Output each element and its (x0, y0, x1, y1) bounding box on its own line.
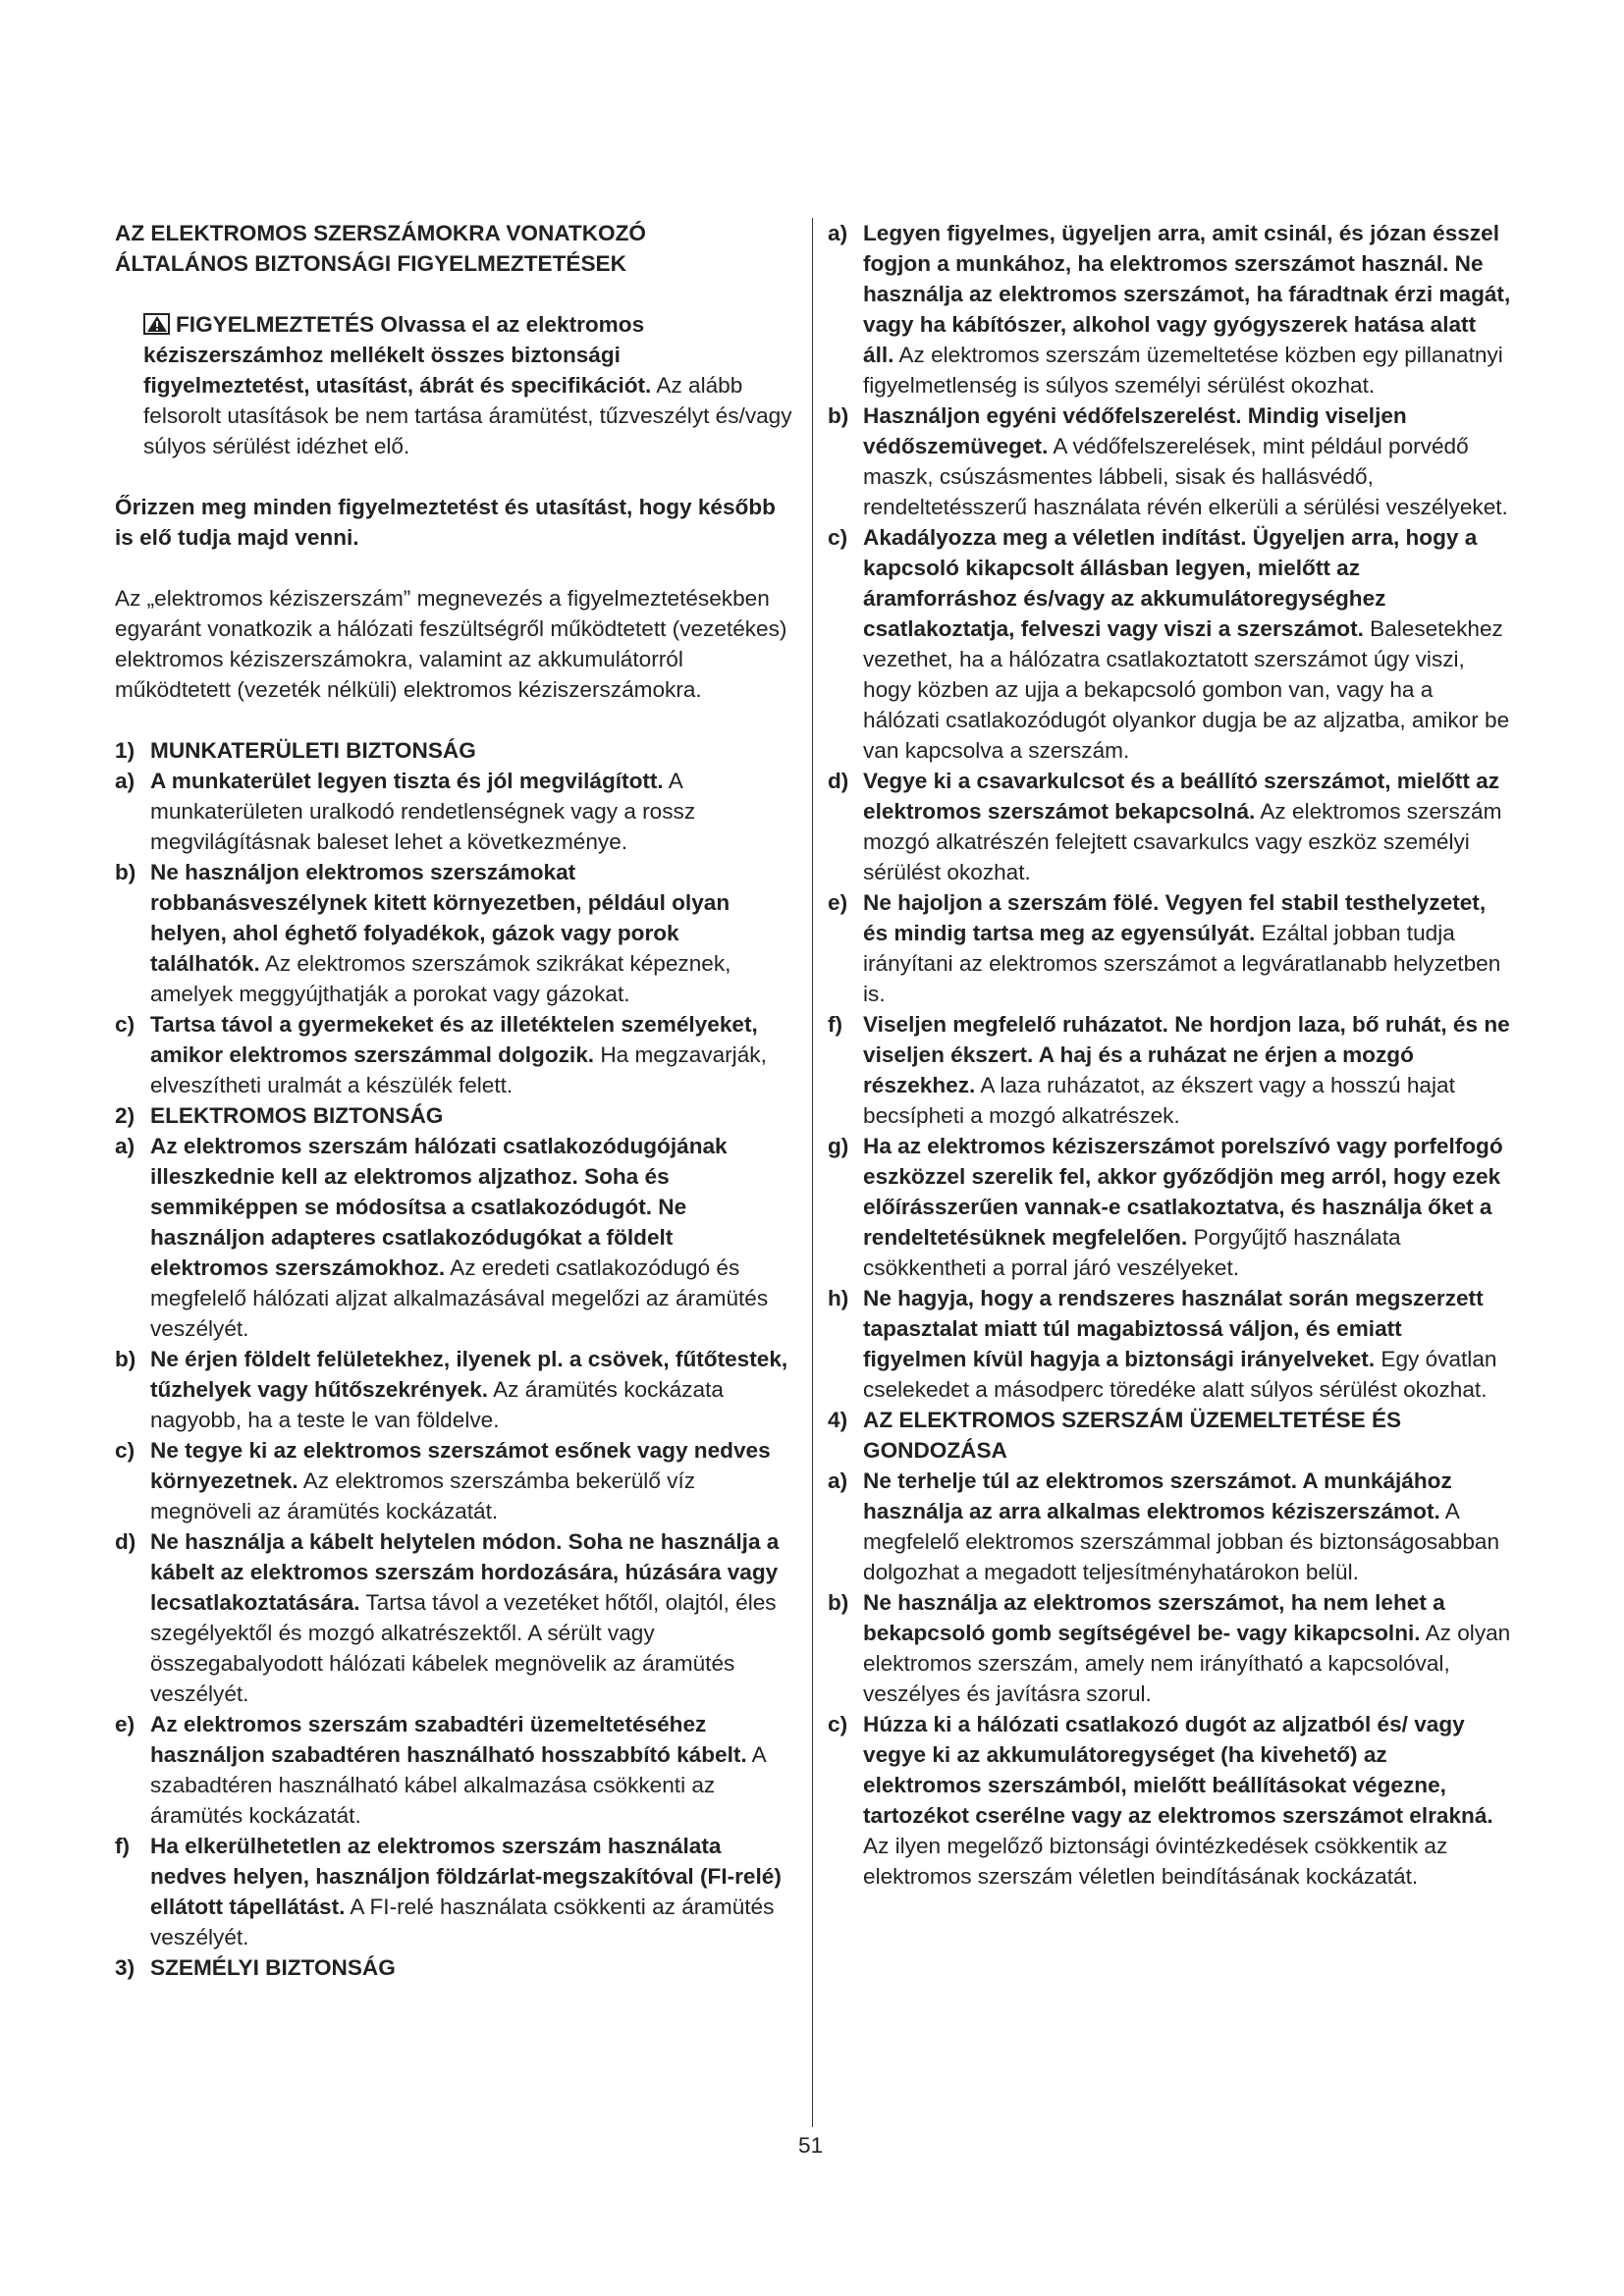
item-bold-text: Vegye ki a csavarkulcsot és a beállító szerszámot, mielőtt az elektromos szerszámot bekapcsolná. (863, 769, 1499, 824)
item-body (863, 1283, 1511, 1405)
item-label: f) (828, 1012, 843, 1037)
item-body (863, 218, 1511, 400)
page-title (115, 218, 792, 279)
item-label: b) (115, 860, 136, 884)
item-bold-text: Használjon egyéni védőfelszerelést. Mindig viseljen védőszemüveget. (863, 403, 1407, 458)
section-3-items (828, 218, 1511, 1405)
list-item (115, 766, 792, 857)
list-item (828, 1009, 1511, 1131)
item-bold-text: Ne használja az elektromos szerszámot, ha nem lehet a bekapcsoló gomb segítségével be- vagy kikapcsolni. (863, 1590, 1445, 1645)
list-item (828, 400, 1511, 522)
item-bold-text: Akadályozza meg a véletlen indítást. Ügyeljen arra, hogy a kapcsoló kikapcsolt állásban legyen, mielőtt az áramforráshoz és/vagy az akkumulátoregységhez csatlakoztatja, felveszi vagy viszi a szerszámot. (863, 525, 1478, 641)
keep-instructions: Őrizzen meg minden figyelmeztetést és utasítást, hogy később is elő tudja majd venni. (115, 495, 776, 550)
item-text: Az ilyen megelőző biztonsági óvintézkedések csökkentik az elektromos szerszám véletlen beindításának kockázatát. (863, 1834, 1448, 1889)
item-label: c) (115, 1438, 135, 1463)
item-bold-text: Ne használja a kábelt helytelen módon. Soha ne használja a kábelt az elektromos szerszám hordozására, húzására vagy lecsatlakoztatására. (150, 1529, 780, 1615)
item-label: b) (828, 403, 849, 428)
item-text: Az eredeti csatlakozódugó és megfelelő hálózati aljzat alkalmazásával megelőzi az áramütés veszélyét. (150, 1255, 769, 1341)
item-body (863, 1131, 1511, 1283)
item-label: a) (828, 221, 848, 245)
list-item (828, 1587, 1511, 1709)
item-bold-text: Az elektromos szerszám hálózati csatlakozódugójának illeszkednie kell az elektromos aljzathoz. Soha és semmiképpen se módosítsa a csatlakozódugót. Ne használjon adapteres csatlakozódugókat a földelt elektromos szerszámokhoz. (150, 1134, 728, 1280)
section-4-heading: 4) AZ ELEKTROMOS SZERSZÁM ÜZEMELTETÉSE ÉS GONDOZÁSA (828, 1408, 1402, 1463)
list-item (115, 857, 792, 1009)
left-column (115, 218, 792, 1983)
list-item (828, 218, 1511, 400)
item-body (150, 1131, 792, 1344)
item-bold-text: Ne hajoljon a szerszám fölé. Vegyen fel stabil testhelyzetet, és mindig tartsa meg az egyensúlyát. (863, 890, 1487, 945)
item-label: e) (115, 1712, 135, 1736)
item-text: Az elektromos szerszám mozgó alkatrészén felejtett csavarkulcs vagy eszköz személyi sérülést okozhat. (863, 799, 1502, 884)
item-body (150, 1344, 792, 1435)
item-body (150, 857, 792, 1009)
item-bold-text: Az elektromos szerszám szabadtéri üzemeltetéséhez használjon szabadtéren használható hosszabbító kábelt. (150, 1712, 747, 1767)
item-body (150, 766, 792, 857)
section-2-items (115, 1131, 792, 1952)
item-body (863, 1709, 1511, 1892)
item-text: Ha megzavarják, elveszítheti uralmát a készülék felett. (150, 1042, 767, 1097)
item-bold-text: Húzza ki a hálózati csatlakozó dugót az aljzatból és/ vagy vegye ki az akkumulátoregységet (ha kivehető) az elektromos szerszámból, mielőtt beállításokat végezne, tartozékot cserélne vagy az elektromos szerszámot elrakná. (863, 1712, 1493, 1828)
section-1-heading: 1) MUNKATERÜLETI BIZTONSÁG (115, 738, 476, 763)
item-bold-text: Tartsa távol a gyermekeket és az illetéktelen személyeket, amikor elektromos szerszámmal dolgozik. (150, 1012, 758, 1067)
item-bold-text: Ne tegye ki az elektromos szerszámot esőnek vagy nedves környezetnek. (150, 1438, 771, 1493)
item-label: b) (115, 1347, 136, 1371)
item-bold-text: Viseljen megfelelő ruházatot. Ne hordjon laza, bő ruhát, és ne viseljen ékszert. A haj és a ruházat ne érjen a mozgó részekhez. (863, 1012, 1510, 1097)
list-item (828, 1283, 1511, 1405)
item-label: h) (828, 1286, 849, 1310)
item-body (863, 766, 1511, 887)
item-text: A FI-relé használata csökkenti az áramütés veszélyét. (150, 1895, 775, 1949)
item-body (863, 522, 1511, 766)
item-label: d) (828, 769, 849, 793)
item-body (150, 1709, 792, 1831)
list-item (115, 1009, 792, 1100)
item-body (863, 1466, 1511, 1587)
item-label: f) (115, 1834, 131, 1858)
item-body (150, 1526, 792, 1709)
item-label: a) (828, 1468, 848, 1493)
item-label: d) (115, 1529, 136, 1554)
item-text: A szabadtéren használható kábel alkalmazása csökkenti az áramütés kockázatát. (150, 1742, 766, 1828)
item-body (863, 1587, 1511, 1709)
item-label: g) (828, 1134, 849, 1158)
list-item (115, 1831, 792, 1952)
definition-paragraph: Az „elektromos kéziszerszám” megnevezés a figyelmeztetésekben egyaránt vonatkozik a hálózati feszültségről működtetett (vezetékes) elektromos kéziszerszámokra, valamint az akkumulátorról működtetett (vezeték nélküli) elektromos kéziszerszámokra. (115, 586, 787, 702)
item-text: Ezáltal jobban tudja irányítani az elektromos szerszámot a legváratlanabb helyzetben is. (863, 921, 1501, 1006)
list-item (115, 1526, 792, 1709)
title-line-1: AZ ELEKTROMOS SZERSZÁMOKRA VONATKOZÓ (115, 221, 646, 245)
list-item (115, 1131, 792, 1344)
item-bold-text: A munkaterület legyen tiszta és jól megvilágított. (150, 769, 664, 793)
item-text: Az olyan elektromos szerszám, amely nem irányítható a kapcsolóval, veszélyes és javításra szorul. (863, 1621, 1511, 1706)
right-column (828, 218, 1511, 1892)
item-text: Egy óvatlan cselekedet a másodperc töredéke alatt súlyos sérülést okozhat. (863, 1347, 1497, 1402)
list-item (115, 1435, 792, 1526)
item-text: Porgyűjtő használata csökkentheti a porral járó veszélyeket. (863, 1225, 1401, 1280)
item-bold-text: Ne érjen földelt felületekhez, ilyenek pl. a csövek, fűtőtestek, tűzhelyek vagy hűtőszekrények. (150, 1347, 788, 1402)
item-text: A munkaterületen uralkodó rendetlenségnek vagy a rossz megvilágításnak baleset lehet a következménye. (150, 769, 696, 854)
item-text: A laza ruházatot, az ékszert vagy a hosszú hajat becsípheti a mozgó alkatrészek. (863, 1073, 1455, 1128)
item-text: Az elektromos szerszámba bekerülő víz megnöveli az áramütés kockázatát. (150, 1468, 696, 1523)
section-4-items (828, 1466, 1511, 1892)
item-text: A megfelelő elektromos szerszámmal jobban és biztonságosabban dolgozhat a megadott teljesítményhatárokon belül. (863, 1499, 1500, 1584)
warning-triangle-icon (143, 313, 170, 335)
item-label: a) (115, 1134, 135, 1158)
item-bold-text: Ha az elektromos kéziszerszámot porelszívó vagy porfelfogó eszközzel szerelik fel, akkor győződjön meg arról, hogy ezek előírásszerűen vannak-e csatlakoztatva, és használja őket a rendeltetésüknek megfelelően. (863, 1134, 1503, 1250)
list-item (115, 1344, 792, 1435)
item-body (863, 400, 1511, 522)
list-item (828, 522, 1511, 766)
warning-bold-text: FIGYELMEZTETÉS Olvassa el az elektromos kéziszerszámhoz mellékelt összes biztonsági figyelmeztetést, utasítást, ábrát és specifikációt. (143, 312, 652, 398)
title-line-2: ÁLTALÁNOS BIZTONSÁGI FIGYELMEZTETÉSEK (115, 251, 626, 276)
item-bold-text: Ne hagyja, hogy a rendszeres használat során megszerzett tapasztalat miatt túl magabiztossá váljon, és emiatt figyelmen kívül hagyja a biztonsági irányelveket. (863, 1286, 1484, 1371)
item-bold-text: Legyen figyelmes, ügyeljen arra, amit csinál, és józan ésszel fogjon a munkához, ha elektromos szerszámot használ. Ne használja az elektromos szerszámot, ha fáradtnak érzi magát, vagy ha kábítószer, alkohol vagy gyógyszerek hatása alatt áll. (863, 221, 1511, 367)
item-label: c) (828, 525, 848, 550)
item-body (863, 887, 1511, 1009)
item-text: Az elektromos szerszámok szikrákat képeznek, amelyek meggyújthatják a porokat vagy gázokat. (150, 951, 731, 1006)
item-label: b) (828, 1590, 849, 1615)
item-bold-text: Ne használjon elektromos szerszámokat robbanásveszélynek kitett környezetben, például olyan helyen, ahol éghető folyadékok, gázok vagy porok találhatók. (150, 860, 731, 976)
item-body (150, 1831, 792, 1952)
warning-block (115, 309, 792, 461)
item-text: Az áramütés kockázata nagyobb, ha a teste le van földelve. (150, 1377, 724, 1432)
item-text: A védőfelszerelések, mint például porvédő maszk, csúszásmentes lábbeli, sisak és hallásvédő, rendeltetésszerű használata révén elkerüli a sérülési veszélyeket. (863, 434, 1508, 519)
column-divider (812, 218, 813, 2127)
item-body (863, 1009, 1511, 1131)
section-1-items (115, 766, 792, 1100)
item-label: a) (115, 769, 135, 793)
list-item (828, 766, 1511, 887)
item-text: Balesetekhez vezethet, ha a hálózatra csatlakoztatott szerszámot úgy viszi, hogy közben az ujja a bekapcsoló gombon van, vagy ha a hálózati csatlakozódugót olyankor dugja be az aljzatba, amikor be van kapcsolva a szerszám. (863, 616, 1510, 763)
item-label: c) (115, 1012, 135, 1037)
section-2-heading: 2) ELEKTROMOS BIZTONSÁG (115, 1103, 444, 1128)
item-body (150, 1435, 792, 1526)
list-item (828, 887, 1511, 1009)
page-number: 51 (798, 2133, 824, 2158)
list-item (828, 1131, 1511, 1283)
item-text: Az elektromos szerszám üzemeltetése közben egy pillanatnyi figyelmetlenség is súlyos személyi sérülést okozhat. (863, 343, 1503, 398)
section-3-heading: 3) SZEMÉLYI BIZTONSÁG (115, 1955, 396, 1980)
item-label: c) (828, 1712, 848, 1736)
list-item (115, 1709, 792, 1831)
item-label: e) (828, 890, 848, 915)
list-item (828, 1466, 1511, 1587)
item-bold-text: Ne terhelje túl az elektromos szerszámot. A munkájához használja az arra alkalmas elektromos kéziszerszámot. (863, 1468, 1452, 1523)
item-bold-text: Ha elkerülhetetlen az elektromos szerszám használata nedves helyen, használjon földzárlat-megszakítóval (FI-relé) ellátott tápellátást. (150, 1834, 782, 1919)
warning-text: Az alább felsorolt utasítások be nem tartása áramütést, tűzveszélyt és/vagy súlyos sérülést idézhet elő. (143, 373, 792, 458)
item-text: Tartsa távol a vezetéket hőtől, olajtól, éles szegélyektől és mozgó alkatrészektől. A sérült vagy összegabalyodott hálózati kábelek megnövelik az áramütés veszélyét. (150, 1590, 777, 1706)
item-body (150, 1009, 792, 1100)
list-item (828, 1709, 1511, 1892)
